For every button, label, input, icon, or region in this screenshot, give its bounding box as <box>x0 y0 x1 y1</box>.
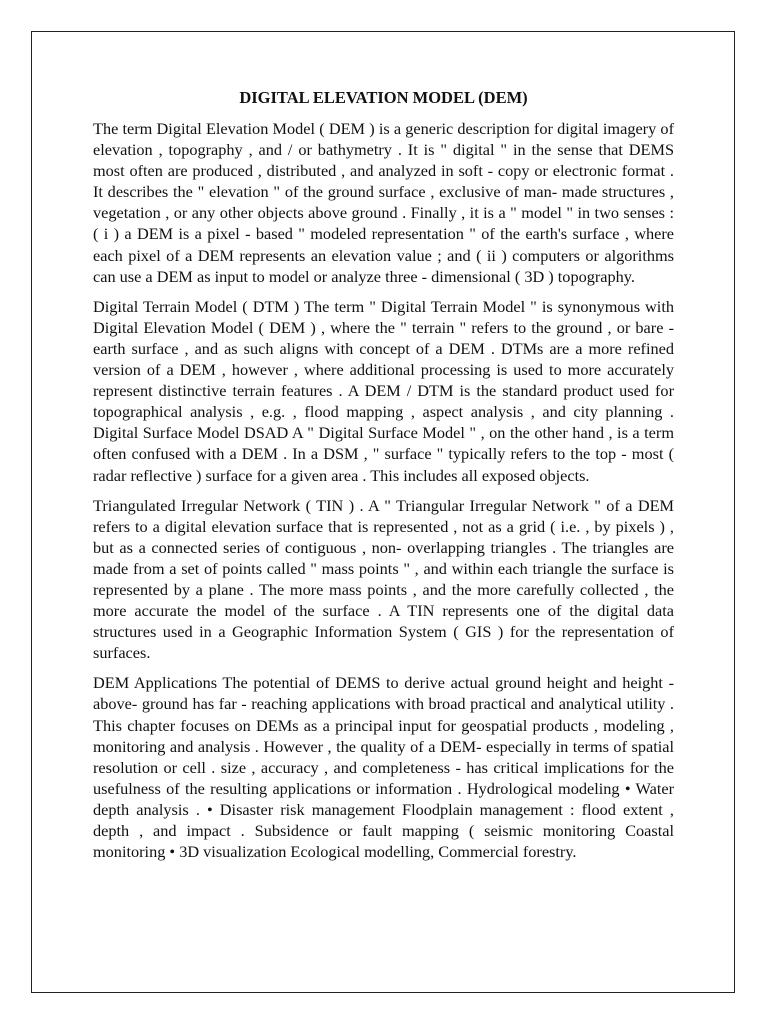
paragraph-dem-definition: The term Digital Elevation Model ( DEM ) is a generic description for digital imagery of elevation , topography , and / or bathymetry . It is " digital " in the sense that DEMS most often are produced , distributed , and analyzed in soft - copy or electronic format . It describes the " elevation " of the ground surface , exclusive of man- made structures , vegetation , or any other objects above ground . Finally , it is a " model " in two senses : ( i ) a DEM is a pixel - based " modeled representation " of the earth's surface , where each pixel of a DEM represents an elevation value ; and ( ii ) computers or algorithms can use a DEM as input to model or analyze three - dimensional ( 3D ) topography. <box>93 119 674 286</box>
document-body <box>93 86 674 871</box>
paragraph-dem-applications: DEM Applications The potential of DEMS to derive actual ground height and height - above- ground has far - reaching applications with broad practical and analytical utility . This chapter focuses on DEMs as a principal input for geospatial products , modeling , monitoring and analysis . However , the quality of a DEM- especially in terms of spatial resolution or cell . size , accuracy , and completeness - has critical implications for the usefulness of the resulting applications or information . Hydrological modeling • Water depth analysis . • Disaster risk management Floodplain management : flood extent , depth , and impact . Subsidence or fault mapping ( seismic monitoring Coastal monitoring • 3D visualization Ecological modelling, Commercial forestry. <box>93 673 674 862</box>
paragraph-dtm: Digital Terrain Model ( DTM ) The term " Digital Terrain Model " is synonymous with Digital Elevation Model ( DEM ) , where the " terrain " refers to the ground , or bare - earth surface , and as such aligns with concept of a DEM . DTMs are a more refined version of a DEM , however , where additional processing is used to more accurately represent distinctive terrain features . A DEM / DTM is the standard product used for topographical analysis , e.g. , flood mapping , aspect analysis , and city planning . Digital Surface Model DSAD A " Digital Surface Model " , on the other hand , is a term often confused with a DEM . In a DSM , " surface " typically refers to the top - most ( radar reflective ) surface for a given area . This includes all exposed objects. <box>93 296 674 485</box>
document-title: DIGITAL ELEVATION MODEL (DEM) <box>239 88 528 107</box>
paragraph-tin: Triangulated Irregular Network ( TIN ) . A " Triangular Irregular Network " of a DEM refers to a digital elevation surface that is represented , not as a grid ( i.e. , by pixels ) , but as a connected series of contiguous , non- overlapping triangles . The triangles are made from a set of points called " mass points " , and within each triangle the surface is represented by a plane . The more mass points , and the more carefully collected , the more accurate the model of the surface . A TIN represents one of the digital data structures used in a Geographic Information System ( GIS ) for the representation of surfaces. <box>93 495 674 663</box>
